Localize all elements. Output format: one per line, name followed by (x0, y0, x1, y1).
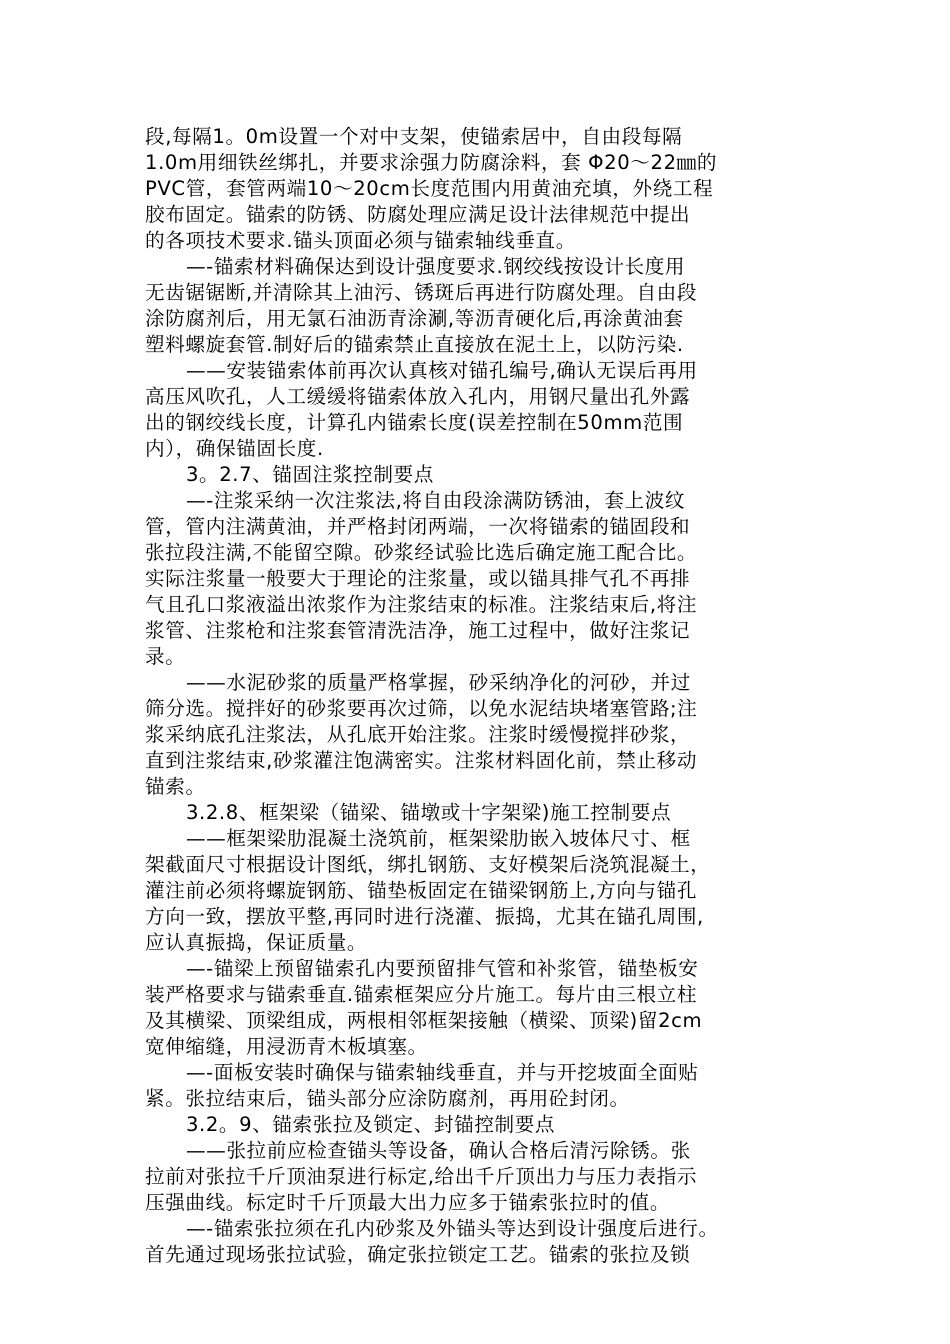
text-line: 浆采纳底孔注浆法，从孔底开始注浆。注浆时缓慢搅拌砂浆， (145, 723, 691, 746)
document-body-text (145, 124, 825, 1268)
text-line: —-锚梁上预留锚索孔内要预留排气管和补浆管，锚垫板安 (145, 957, 699, 980)
text-line: 方向一致，摆放平整,再同时进行浇灌、振捣，尤其在锚孔周围, (145, 905, 704, 928)
text-line: 胶布固定。锚索的防锈、防腐处理应满足设计法律规范中提出 (145, 203, 691, 226)
text-line: 紧。张拉结束后，锚头部分应涂防腐剂，再用砼封闭。 (145, 1087, 630, 1110)
text-line: 无齿锯锯断,并清除其上油污、锈斑后再进行防腐处理。自由段 (145, 281, 698, 304)
text-line: 浆管、注浆枪和注浆套管清洗洁净，施工过程中，做好注浆记 (145, 619, 691, 642)
text-line: 直到注浆结束,砂浆灌注饱满密实。注浆材料固化前，禁止移动 (145, 749, 698, 772)
section-heading: 3.2.8、框架梁（锚梁、锚墩或十字架梁)施工控制要点 (145, 801, 672, 824)
text-line: —-锚索张拉须在孔内砂浆及外锚头等达到设计强度后进行。 (145, 1217, 719, 1240)
text-line: 锚索。 (145, 775, 206, 798)
text-line: 首先通过现场张拉试验，确定张拉锁定工艺。锚索的张拉及锁 (145, 1243, 691, 1266)
text-line: PVC管，套管两端10～20cm长度范围内用黄油充填，外绕工程 (145, 177, 714, 200)
text-line: 1.0m用细铁丝绑扎，并要求涂强力防腐涂料，套 Φ20～22㎜的 (145, 151, 718, 174)
text-line: 架截面尺寸根据设计图纸，绑扎钢筋、支好模架后浇筑混凝土， (145, 853, 711, 876)
text-line: 拉前对张拉千斤顶油泵进行标定,给出千斤顶出力与压力表指示 (145, 1165, 698, 1188)
text-line: 塑料螺旋套管.制好后的锚索禁止直接放在泥土上，以防污染. (145, 333, 684, 356)
section-heading: 3.2。9、锚索张拉及锁定、封锚控制要点 (145, 1113, 556, 1136)
text-line: 装严格要求与锚索垂直.锚索框架应分片施工。每片由三根立柱 (145, 983, 698, 1006)
text-line: 内），确保锚固长度. (145, 437, 324, 460)
text-line: ——安装锚索体前再次认真核对锚孔编号,确认无误后再用 (145, 359, 698, 382)
text-line: ——框架梁肋混凝土浇筑前，框架梁肋嵌入坡体尺寸、框 (145, 827, 691, 850)
text-line: —-注浆采纳一次注浆法,将自由段涂满防锈油，套上波纹 (145, 489, 686, 512)
text-line: 压强曲线。标定时千斤顶最大出力应多于锚索张拉时的值。 (145, 1191, 671, 1214)
text-line: 高压风吹孔，人工缓缓将锚索体放入孔内，用钢尺量出孔外露 (145, 385, 691, 408)
text-line: 实际注浆量一般要大于理论的注浆量，或以锚具排气孔不再排 (145, 567, 691, 590)
text-line: 管，管内注满黄油，并严格封闭两端，一次将锚索的锚固段和 (145, 515, 691, 538)
text-line: ——张拉前应检查锚头等设备，确认合格后清污除锈。张 (145, 1139, 691, 1162)
text-line: 录。 (145, 645, 186, 668)
text-line: 段,每隔1。0m设置一个对中支架，使锚索居中，自由段每隔 (145, 125, 683, 148)
text-line: ——水泥砂浆的质量严格掌握，砂采纳净化的河砂，并过 (145, 671, 691, 694)
text-line: 宽伸缩缝，用浸沥青木板填塞。 (145, 1035, 428, 1058)
text-line: —-锚索材料确保达到设计强度要求.钢绞线按设计长度用 (145, 255, 686, 278)
section-heading: 3。2.7、锚固注浆控制要点 (145, 463, 434, 486)
text-line: 筛分选。搅拌好的砂浆要再次过筛，以免水泥结块堵塞管路;注 (145, 697, 698, 720)
text-line: 灌注前必须将螺旋钢筋、锚垫板固定在锚梁钢筋上,方向与锚孔 (145, 879, 698, 902)
text-line: 的各项技术要求.锚头顶面必须与锚索轴线垂直。 (145, 229, 576, 252)
text-line: 及其横梁、顶梁组成，两根相邻框架接触（横梁、顶梁)留2cm (145, 1009, 703, 1032)
text-line: 张拉段注满,不能留空隙。砂浆经试验比选后确定施工配合比。 (145, 541, 698, 564)
text-line: 应认真振捣，保证质量。 (145, 931, 368, 954)
text-line: 涂防腐剂后，用无氯石油沥青涂涮,等沥青硬化后,再涂黄油套 (145, 307, 684, 330)
text-line: —-面板安装时确保与锚索轴线垂直，并与开挖坡面全面贴 (145, 1061, 699, 1084)
text-line: 气且孔口浆液溢出浓浆作为注浆结束的标准。注浆结束后,将注 (145, 593, 698, 616)
text-line: 出的钢绞线长度，计算孔内锚索长度(误差控制在50mm范围 (145, 411, 684, 434)
